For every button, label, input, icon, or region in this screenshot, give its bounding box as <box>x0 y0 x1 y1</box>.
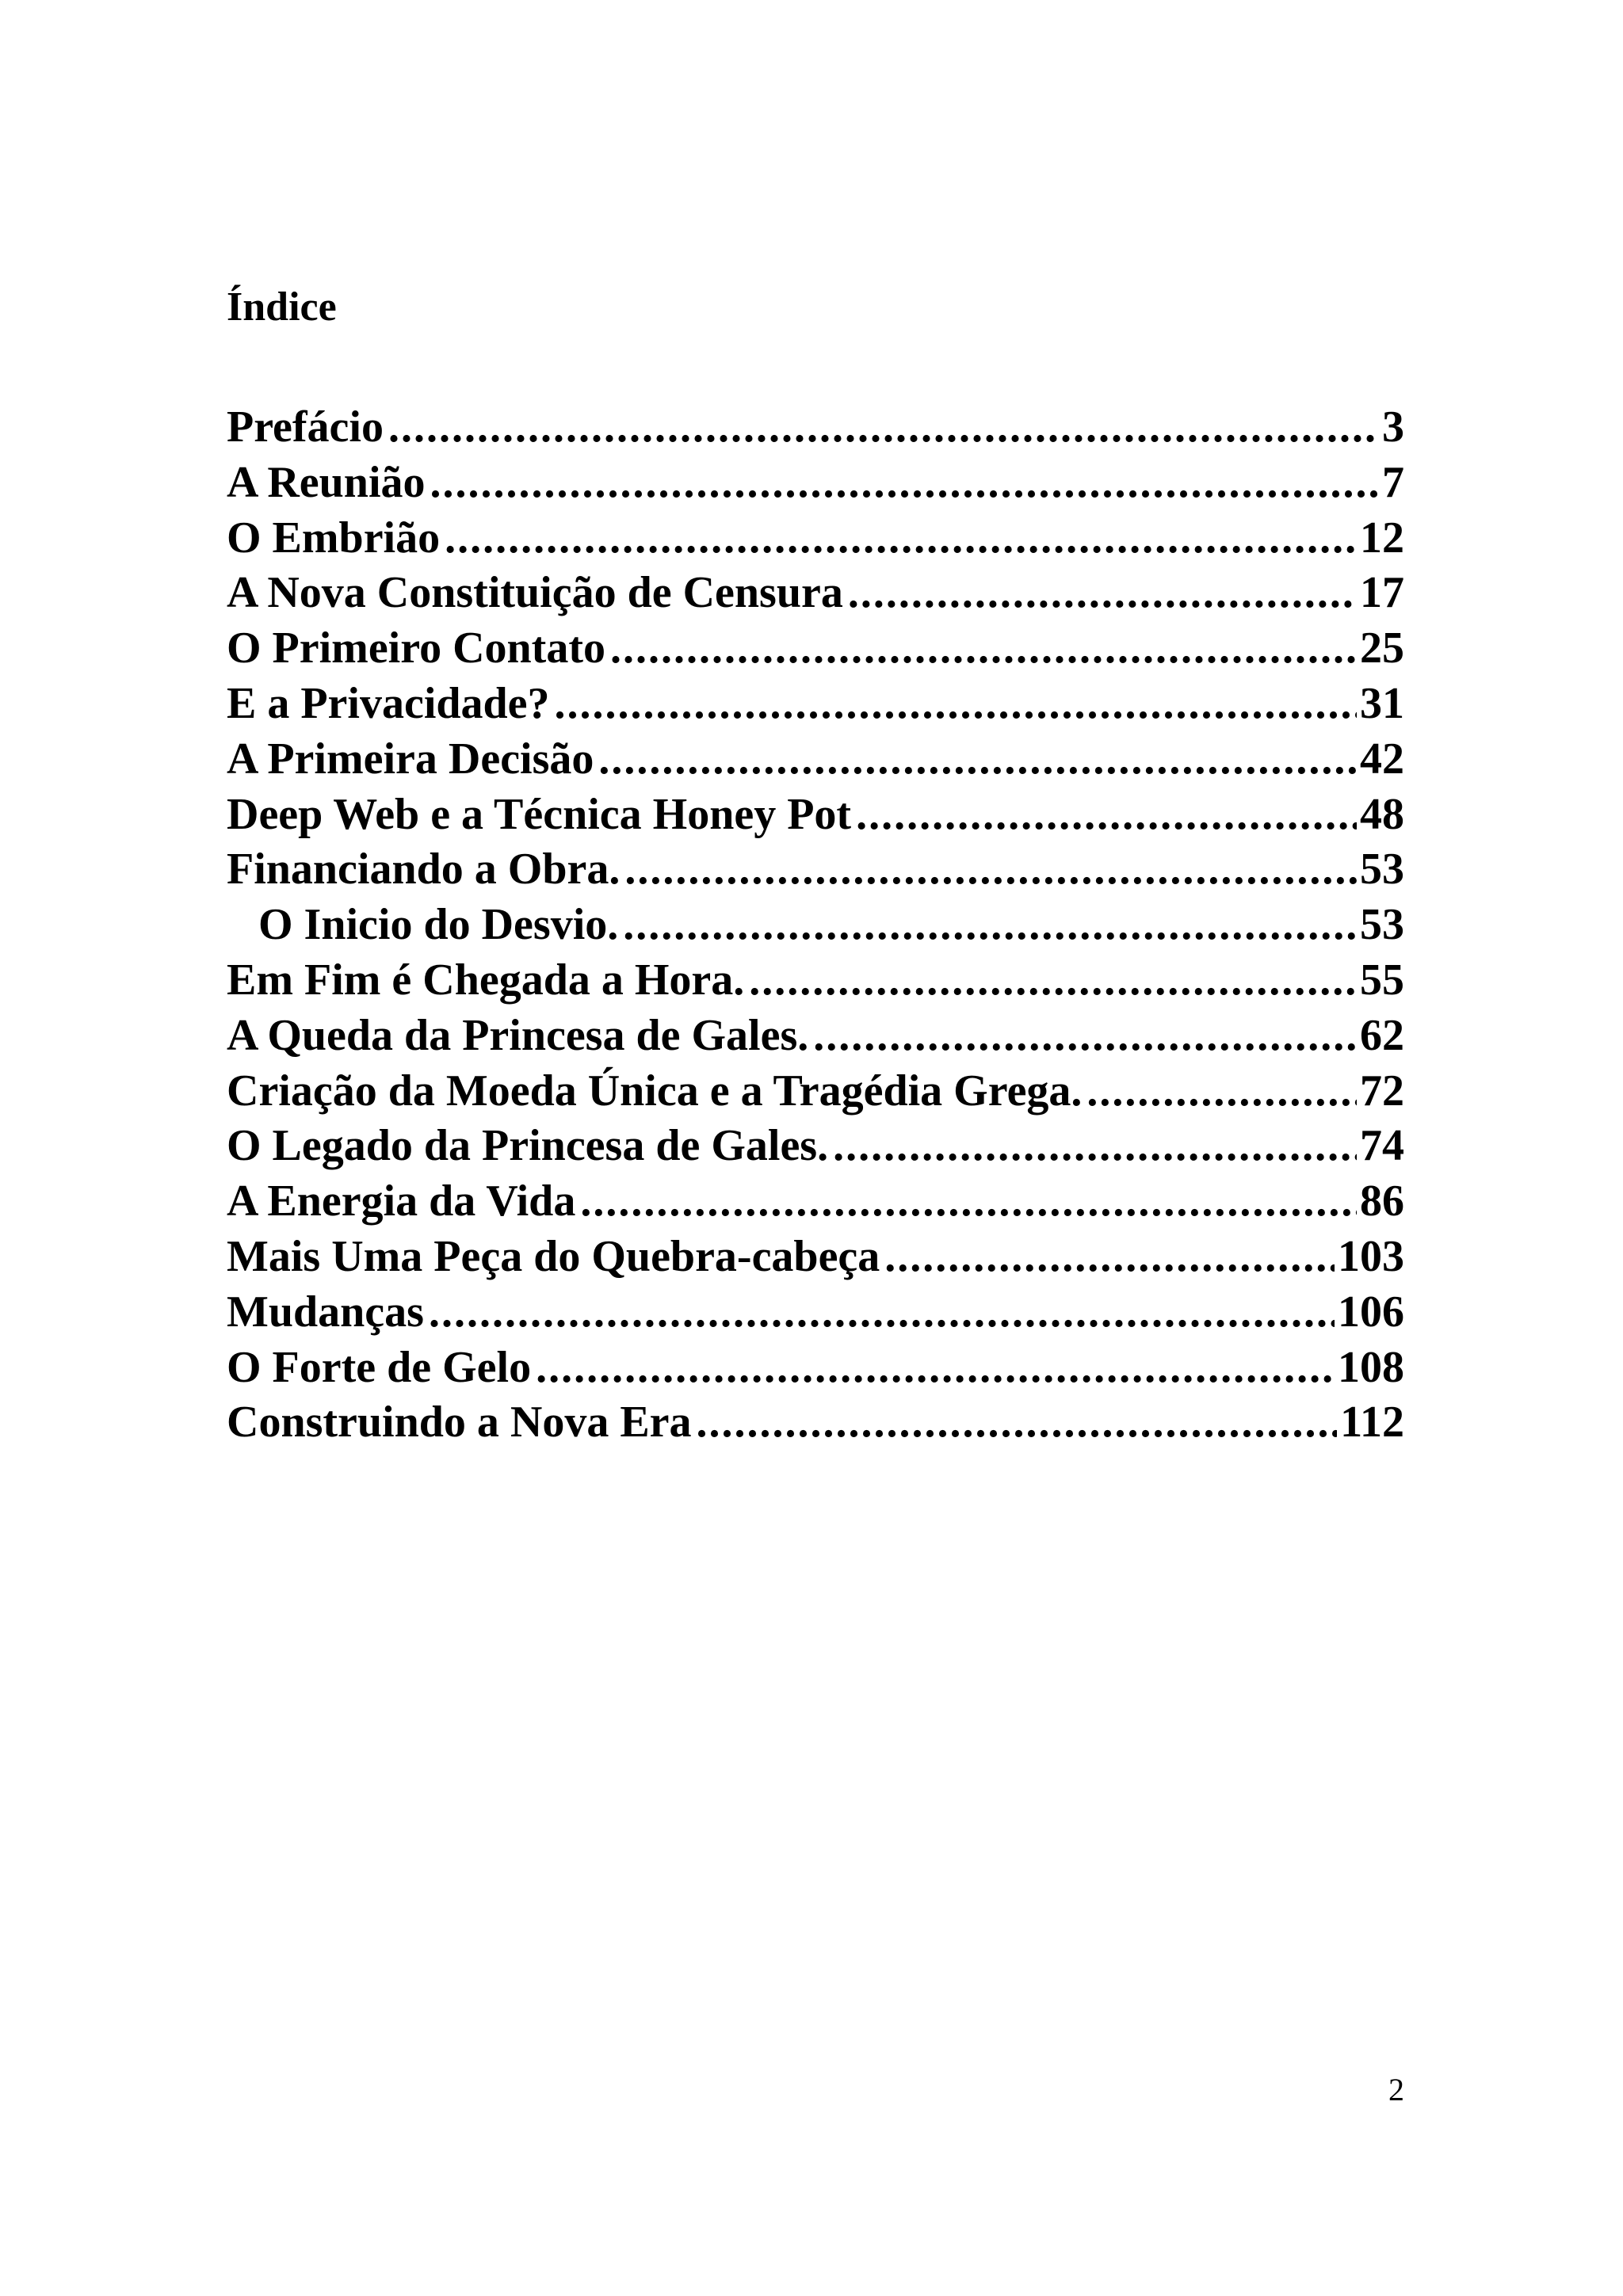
toc-dot-leader <box>536 1341 1335 1396</box>
toc-entry[interactable] <box>227 788 1404 843</box>
toc-entry-page: 86 <box>1360 1177 1404 1226</box>
toc-entry-title: O Inicio do Desvio. <box>258 900 619 950</box>
toc-entry-title: A Reunião <box>227 457 426 507</box>
toc-entry-title: Em Fim é Chegada a Hora. <box>227 955 745 1005</box>
toc-dot-leader <box>697 1395 1338 1451</box>
toc-entry-page: 62 <box>1360 1010 1404 1060</box>
toc-entry-page: 106 <box>1338 1287 1404 1337</box>
toc-dot-leader <box>555 677 1357 732</box>
toc-entry[interactable] <box>227 732 1404 788</box>
toc-entry-page: 17 <box>1360 568 1404 618</box>
toc-entry[interactable] <box>227 566 1404 621</box>
toc-dot-leader <box>580 1174 1357 1230</box>
toc-entry[interactable] <box>227 621 1404 677</box>
toc-dot-leader <box>598 732 1357 788</box>
toc-entry[interactable] <box>227 1230 1404 1285</box>
toc-entry-title: Financiando a Obra. <box>227 845 621 894</box>
toc-dot-leader <box>445 511 1357 566</box>
toc-entry-page: 108 <box>1338 1342 1404 1392</box>
toc-entry[interactable] <box>227 842 1404 898</box>
toc-entry-page: 112 <box>1340 1398 1404 1447</box>
toc-entry[interactable] <box>227 1064 1404 1119</box>
toc-entry-title: A Energia da Vida <box>227 1177 576 1226</box>
toc-dot-leader <box>884 1230 1335 1285</box>
toc-entry[interactable] <box>227 953 1404 1009</box>
toc-entry[interactable] <box>227 400 1404 456</box>
toc-entry-title: Construindo a Nova Era <box>227 1398 692 1447</box>
toc-subentry[interactable] <box>227 898 1404 953</box>
toc-entry[interactable] <box>227 1285 1404 1341</box>
toc-entry-title: Criação da Moeda Única e a Tragédia Grega. <box>227 1066 1083 1116</box>
toc-dot-leader <box>623 898 1357 953</box>
toc-dot-leader <box>833 1119 1357 1174</box>
toc-entry-title: A Queda da Princesa de Gales. <box>227 1010 809 1060</box>
toc-dot-leader <box>848 566 1357 621</box>
toc-dot-leader <box>813 1009 1357 1064</box>
toc-entry[interactable] <box>227 1341 1404 1396</box>
toc-entry-title: O Legado da Princesa de Gales. <box>227 1121 829 1171</box>
toc-entry-title: Deep Web e a Técnica Honey Pot <box>227 789 852 839</box>
table-of-contents <box>227 400 1404 1451</box>
toc-entry-page: 12 <box>1360 513 1404 563</box>
toc-entry[interactable] <box>227 677 1404 732</box>
toc-dot-leader <box>429 1285 1335 1341</box>
page-number: 2 <box>1388 2072 1404 2107</box>
toc-entry-page: 25 <box>1360 624 1404 673</box>
toc-entry-title: A Primeira Decisão <box>227 734 594 784</box>
toc-entry-title: Mudanças <box>227 1287 424 1337</box>
toc-entry-page: 74 <box>1360 1121 1404 1171</box>
toc-entry-page: 31 <box>1360 678 1404 728</box>
toc-entry-title: O Forte de Gelo <box>227 1342 532 1392</box>
toc-entry-title: O Embrião <box>227 513 441 563</box>
toc-entry-page: 7 <box>1382 457 1404 507</box>
toc-entry-title: E a Privacidade? <box>227 678 550 728</box>
toc-dot-leader <box>624 842 1357 898</box>
toc-entry[interactable] <box>227 1395 1404 1451</box>
toc-entry[interactable] <box>227 456 1404 511</box>
toc-entry-title: Prefácio <box>227 402 384 452</box>
toc-dot-leader <box>856 788 1357 843</box>
toc-entry-page: 53 <box>1360 900 1404 950</box>
toc-dot-leader <box>430 456 1380 511</box>
toc-entry[interactable] <box>227 511 1404 566</box>
toc-entry-page: 53 <box>1360 845 1404 894</box>
toc-entry-title: O Primeiro Contato <box>227 624 605 673</box>
toc-entry-title: Mais Uma Peça do Quebra-cabeça <box>227 1231 880 1281</box>
toc-entry[interactable] <box>227 1119 1404 1174</box>
toc-entry[interactable] <box>227 1009 1404 1064</box>
toc-entry-page: 3 <box>1382 402 1404 452</box>
toc-entry[interactable] <box>227 1174 1404 1230</box>
toc-entry-page: 103 <box>1338 1231 1404 1281</box>
toc-entry-page: 48 <box>1360 789 1404 839</box>
toc-entry-title: A Nova Constituição de Censura <box>227 568 843 618</box>
toc-heading: Índice <box>227 284 337 330</box>
toc-dot-leader <box>749 953 1357 1009</box>
toc-entry-page: 42 <box>1360 734 1404 784</box>
toc-entry-page: 55 <box>1360 955 1404 1005</box>
toc-dot-leader <box>1086 1064 1357 1119</box>
toc-entry-page: 72 <box>1360 1066 1404 1116</box>
toc-dot-leader <box>388 400 1379 456</box>
toc-dot-leader <box>610 621 1357 677</box>
